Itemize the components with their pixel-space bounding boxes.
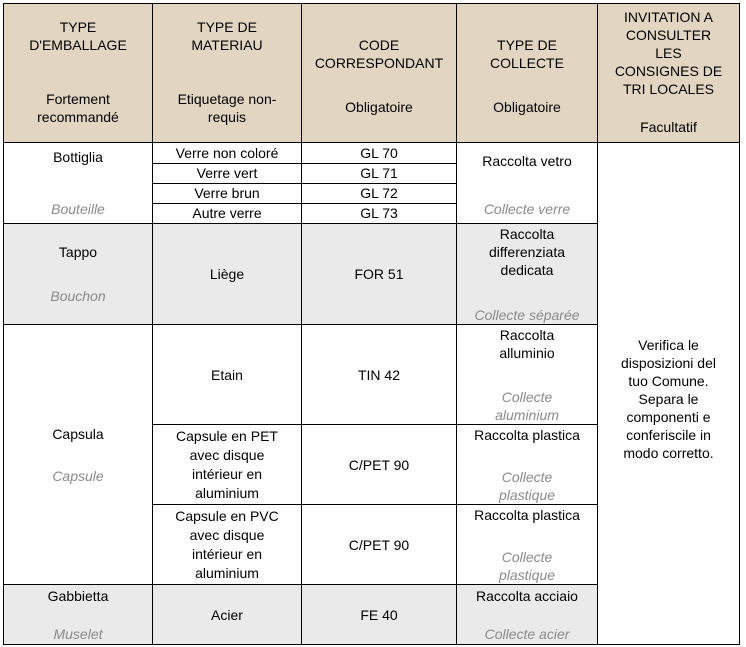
code-cell: FOR 51 <box>302 224 457 325</box>
invitation-cell: Verifica le disposizioni del tuo Comune. Separa le componenti e conferiscile in modo corretto. <box>598 143 740 645</box>
material-cell: Liège <box>153 224 302 325</box>
material-cell: Capsule en PET avec disque intérieur en aluminium <box>153 425 302 505</box>
code-cell: GL 71 <box>302 164 457 184</box>
table-row <box>4 143 740 164</box>
header-code: CODE CORRESPONDANT Obligatoire <box>302 4 457 143</box>
material-cell: Verre brun <box>153 184 302 204</box>
collect-cell-tappo: Raccolta differenziata dedicata Collecte séparée <box>457 224 598 325</box>
header-material-type: TYPE DE MATERIAU Etiquetage non- requis <box>153 4 302 143</box>
material-cell: Etain <box>153 325 302 425</box>
packaging-cell-gabbietta: Gabbietta Muselet <box>4 585 153 645</box>
header-row <box>4 4 740 143</box>
collect-cell: Raccolta plastica Collecte plastique <box>457 505 598 585</box>
packaging-cell-tappo: Tappo Bouchon <box>4 224 153 325</box>
material-cell: Verre non coloré <box>153 143 302 164</box>
packaging-cell-capsula: Capsula Capsule <box>4 325 153 585</box>
collect-cell-bottiglia: Raccolta vetro Collecte verre <box>457 143 598 224</box>
code-cell: GL 70 <box>302 143 457 164</box>
material-cell: Autre verre <box>153 204 302 224</box>
code-cell: GL 73 <box>302 204 457 224</box>
material-cell: Verre vert <box>153 164 302 184</box>
header-invitation: INVITATION A CONSULTER LES CONSIGNES DE TRI LOCALES Facultatif <box>598 4 740 143</box>
code-cell: C/PET 90 <box>302 425 457 505</box>
code-cell: TIN 42 <box>302 325 457 425</box>
collect-cell: Raccolta alluminio Collecte aluminium <box>457 325 598 425</box>
code-cell: FE 40 <box>302 585 457 645</box>
collect-cell-gabbietta: Raccolta acciaio Collecte acier <box>457 585 598 645</box>
collect-cell: Raccolta plastica Collecte plastique <box>457 425 598 505</box>
material-cell: Acier <box>153 585 302 645</box>
code-cell: GL 72 <box>302 184 457 204</box>
code-cell: C/PET 90 <box>302 505 457 585</box>
packaging-table <box>3 3 740 645</box>
material-cell: Capsule en PVC avec disque intérieur en aluminium <box>153 505 302 585</box>
header-collection-type: TYPE DE COLLECTE Obligatoire <box>457 4 598 143</box>
header-packaging-type: TYPE D'EMBALLAGE Fortement recommandé <box>4 4 153 143</box>
packaging-cell-bottiglia: Bottiglia Bouteille <box>4 143 153 224</box>
